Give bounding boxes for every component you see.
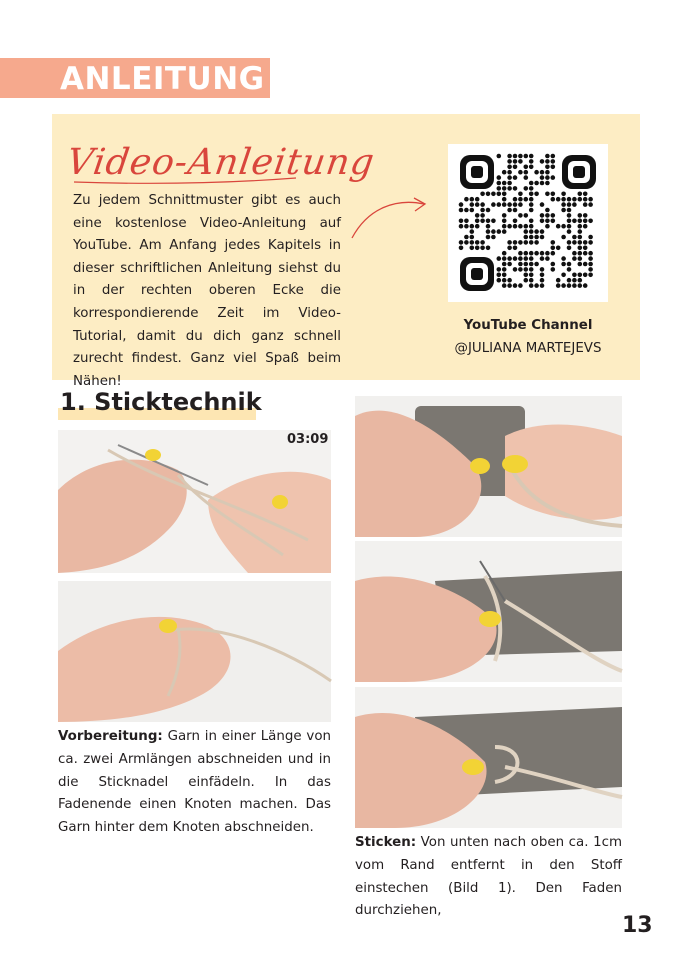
youtube-channel-handle[interactable]: @JULIANA MARTEJEVS [454, 341, 602, 356]
arrow-icon [348, 194, 430, 242]
stitch-label: Sticken: [355, 835, 417, 850]
page-header-title: ANLEITUNG [60, 61, 265, 97]
svg-text:Video-Anleitung: Video-Anleitung [64, 140, 378, 183]
video-guide-intro: Zu jedem Schnittmuster gibt es auch eine kostenlose Video-Anleitung auf YouTube. Am Anfang jedes Kapitels in dieser schriftlichen Anleitung siehst du in der rechten oberen Ecke die korrespondierende Zeit im Video-Tutorial, damit du dich ganz schnell zurecht findest. Ganz viel Spaß beim Nähen! [73, 193, 341, 389]
photo-tying-knot [58, 581, 331, 722]
page-number: 13 [622, 913, 653, 938]
prep-text: Garn in einer Länge von ca. zwei Armlängen abschneiden und in die Sticknadel einfädeln. In das Fadenende einen Knoten machen. Das Garn hinter dem Knoten abschneiden. [58, 729, 331, 836]
photo-stitch-step-1 [355, 396, 622, 537]
qr-code[interactable] [448, 144, 608, 302]
photo-stitch-step-2 [355, 541, 622, 682]
photo-stitch-step-3 [355, 687, 622, 828]
section-title: 1. Sticktechnik [60, 388, 262, 416]
stitch-instructions [355, 832, 622, 923]
stitch-text: Von unten nach oben ca. 1cm vom Rand entfernt in den Stoff einstechen (Bild 1). Den Faden durchziehen, [355, 835, 622, 919]
prep-label: Vorbereitung: [58, 729, 163, 744]
youtube-channel-label: YouTube Channel [463, 318, 593, 333]
video-timestamp: 03:09 [287, 432, 329, 447]
photo-threading-needle [58, 430, 331, 573]
video-anleitung-script-heading [64, 128, 378, 192]
prep-instructions [58, 726, 331, 840]
